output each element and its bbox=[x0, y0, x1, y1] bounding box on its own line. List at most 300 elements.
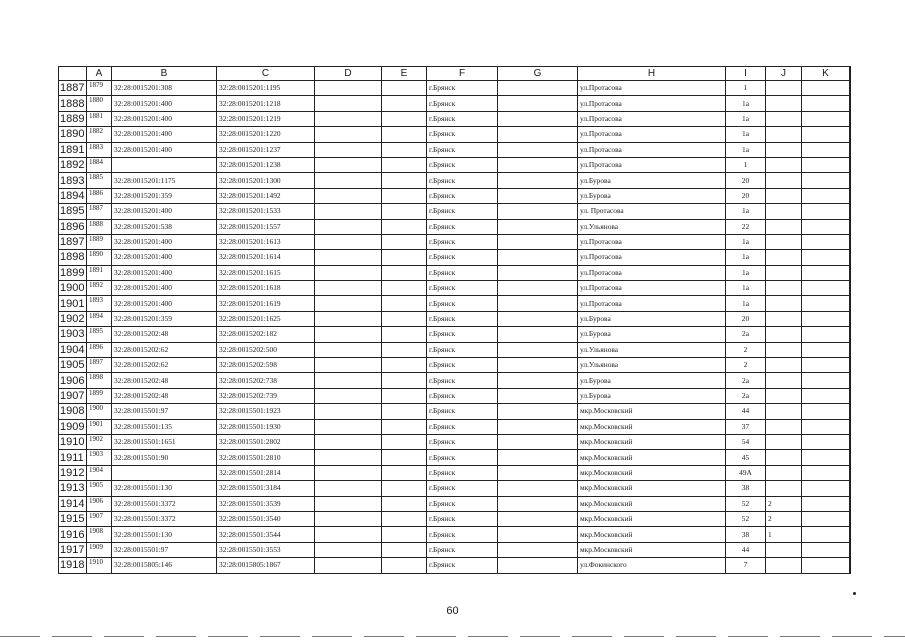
cell-d bbox=[315, 250, 382, 265]
table-row bbox=[59, 373, 851, 388]
cell-a: 1904 bbox=[87, 465, 112, 480]
cell-j bbox=[766, 250, 802, 265]
cell-d bbox=[315, 342, 382, 357]
table-row bbox=[59, 265, 851, 280]
cell-c: 32:28:0015201:1218 bbox=[217, 96, 315, 111]
cell-j bbox=[766, 542, 802, 557]
cell-f: г.Брянск bbox=[427, 234, 498, 249]
cell-d bbox=[315, 281, 382, 296]
cell-f: г.Брянск bbox=[427, 404, 498, 419]
cell-l bbox=[850, 388, 851, 403]
cell-i: 1а bbox=[726, 234, 766, 249]
cell-i: 1а bbox=[726, 204, 766, 219]
cell-a: 1901 bbox=[87, 419, 112, 434]
cell-h: мкр.Московский bbox=[578, 450, 726, 465]
cell-g bbox=[498, 204, 578, 219]
cell-i: 1а bbox=[726, 281, 766, 296]
cell-d bbox=[315, 219, 382, 234]
column-header-j: J bbox=[766, 67, 802, 81]
cell-f: г.Брянск bbox=[427, 342, 498, 357]
cell-a: 1884 bbox=[87, 157, 112, 172]
cell-b: 32:28:0015201:400 bbox=[112, 96, 217, 111]
cell-d bbox=[315, 358, 382, 373]
row-number: 1890 bbox=[59, 127, 87, 142]
cell-b: 32:28:0015805:146 bbox=[112, 558, 217, 573]
table-row bbox=[59, 450, 851, 465]
cell-e bbox=[382, 373, 427, 388]
cell-a: 1895 bbox=[87, 327, 112, 342]
cell-d bbox=[315, 311, 382, 326]
cell-d bbox=[315, 496, 382, 511]
cell-j bbox=[766, 127, 802, 142]
cell-f: г.Брянск bbox=[427, 419, 498, 434]
table-row bbox=[59, 558, 851, 573]
cell-a: 1886 bbox=[87, 188, 112, 203]
cell-e bbox=[382, 558, 427, 573]
table-row bbox=[59, 188, 851, 203]
cell-j bbox=[766, 204, 802, 219]
column-header-h: H bbox=[578, 67, 726, 81]
cell-c: 32:28:0015201:1237 bbox=[217, 142, 315, 157]
table-row bbox=[59, 419, 851, 434]
cell-c: 32:28:0015201:1300 bbox=[217, 173, 315, 188]
scan-edge-line bbox=[0, 636, 905, 637]
cell-b: 32:28:0015201:400 bbox=[112, 296, 217, 311]
column-header-a: A bbox=[87, 67, 112, 81]
cell-h: мкр.Московский bbox=[578, 511, 726, 526]
cell-c: 32:28:0015201:1615 bbox=[217, 265, 315, 280]
cell-j bbox=[766, 558, 802, 573]
cell-k bbox=[802, 527, 850, 542]
row-number: 1918 bbox=[59, 558, 87, 573]
cell-a: 1897 bbox=[87, 358, 112, 373]
cell-h: ул.Фокинского bbox=[578, 558, 726, 573]
cell-f: г.Брянск bbox=[427, 173, 498, 188]
cell-e bbox=[382, 358, 427, 373]
cell-a: 1890 bbox=[87, 250, 112, 265]
cell-b bbox=[112, 465, 217, 480]
cell-g bbox=[498, 388, 578, 403]
cell-j bbox=[766, 234, 802, 249]
cell-h: ул. Протасова bbox=[578, 204, 726, 219]
cell-c: 32:28:0015201:1219 bbox=[217, 111, 315, 126]
cell-a: 1907 bbox=[87, 511, 112, 526]
table-row bbox=[59, 542, 851, 557]
cell-f: г.Брянск bbox=[427, 358, 498, 373]
cell-f: г.Брянск bbox=[427, 465, 498, 480]
cell-a: 1882 bbox=[87, 127, 112, 142]
cell-b: 32:28:0015501:130 bbox=[112, 527, 217, 542]
row-number: 1900 bbox=[59, 281, 87, 296]
cell-a: 1892 bbox=[87, 281, 112, 296]
cell-i: 2а bbox=[726, 327, 766, 342]
cell-g bbox=[498, 111, 578, 126]
table-body bbox=[59, 81, 851, 574]
cell-e bbox=[382, 127, 427, 142]
cell-f: г.Брянск bbox=[427, 265, 498, 280]
cell-d bbox=[315, 511, 382, 526]
cell-g bbox=[498, 558, 578, 573]
cell-l bbox=[850, 157, 851, 172]
cell-l bbox=[850, 204, 851, 219]
cell-d bbox=[315, 81, 382, 96]
cell-c: 32:28:0015202:182 bbox=[217, 327, 315, 342]
corner-cell bbox=[59, 67, 87, 81]
cell-l bbox=[850, 542, 851, 557]
cell-g bbox=[498, 327, 578, 342]
cell-j: 2 bbox=[766, 496, 802, 511]
cell-i: 2а bbox=[726, 373, 766, 388]
cell-d bbox=[315, 157, 382, 172]
cell-k bbox=[802, 404, 850, 419]
cell-b: 32:28:0015201:538 bbox=[112, 219, 217, 234]
cell-i: 20 bbox=[726, 173, 766, 188]
cell-k bbox=[802, 327, 850, 342]
cell-h: мкр.Московский bbox=[578, 542, 726, 557]
cell-i: 37 bbox=[726, 419, 766, 434]
cell-f: г.Брянск bbox=[427, 296, 498, 311]
row-number: 1911 bbox=[59, 450, 87, 465]
cell-j bbox=[766, 358, 802, 373]
cell-a: 1893 bbox=[87, 296, 112, 311]
cell-k bbox=[802, 311, 850, 326]
cell-c: 32:28:0015805:1867 bbox=[217, 558, 315, 573]
cell-i: 1 bbox=[726, 81, 766, 96]
cell-c: 32:28:0015201:1614 bbox=[217, 250, 315, 265]
cell-b: 32:28:0015201:400 bbox=[112, 234, 217, 249]
cell-h: мкр.Московский bbox=[578, 481, 726, 496]
cell-a: 1887 bbox=[87, 204, 112, 219]
cell-c: 32:28:0015501:3539 bbox=[217, 496, 315, 511]
cell-l bbox=[850, 188, 851, 203]
cell-e bbox=[382, 327, 427, 342]
cell-h: ул.Бурова bbox=[578, 188, 726, 203]
cell-h: ул.Протасова bbox=[578, 157, 726, 172]
table-row bbox=[59, 511, 851, 526]
cell-i: 52 bbox=[726, 511, 766, 526]
cell-i: 2 bbox=[726, 358, 766, 373]
row-number: 1891 bbox=[59, 142, 87, 157]
cell-e bbox=[382, 173, 427, 188]
table-row bbox=[59, 96, 851, 111]
table-row bbox=[59, 434, 851, 449]
cell-e bbox=[382, 281, 427, 296]
cell-f: г.Брянск bbox=[427, 157, 498, 172]
cell-a: 1883 bbox=[87, 142, 112, 157]
cell-e bbox=[382, 204, 427, 219]
cell-k bbox=[802, 496, 850, 511]
cell-i: 52 bbox=[726, 496, 766, 511]
cell-h: ул.Протасова bbox=[578, 142, 726, 157]
row-number: 1892 bbox=[59, 157, 87, 172]
cell-d bbox=[315, 296, 382, 311]
cell-b: 32:28:0015202:48 bbox=[112, 327, 217, 342]
cell-k bbox=[802, 127, 850, 142]
column-header-d: D bbox=[315, 67, 382, 81]
cell-d bbox=[315, 142, 382, 157]
cell-i: 1а bbox=[726, 296, 766, 311]
spreadsheet-table bbox=[58, 66, 851, 574]
cell-d bbox=[315, 481, 382, 496]
column-header-row bbox=[59, 67, 851, 81]
cell-a: 1910 bbox=[87, 558, 112, 573]
cell-j bbox=[766, 434, 802, 449]
row-number: 1899 bbox=[59, 265, 87, 280]
cell-g bbox=[498, 358, 578, 373]
cell-d bbox=[315, 96, 382, 111]
cell-h: ул.Ульянова bbox=[578, 342, 726, 357]
cell-l bbox=[850, 234, 851, 249]
cell-k bbox=[802, 265, 850, 280]
cell-f: г.Брянск bbox=[427, 111, 498, 126]
cell-i: 20 bbox=[726, 311, 766, 326]
cell-e bbox=[382, 481, 427, 496]
cell-e bbox=[382, 404, 427, 419]
cell-l bbox=[850, 373, 851, 388]
cell-a: 1881 bbox=[87, 111, 112, 126]
cell-j bbox=[766, 157, 802, 172]
cell-i: 49А bbox=[726, 465, 766, 480]
cell-b: 32:28:0015501:130 bbox=[112, 481, 217, 496]
cell-h: ул.Протасова bbox=[578, 296, 726, 311]
cell-d bbox=[315, 434, 382, 449]
row-number: 1901 bbox=[59, 296, 87, 311]
cell-h: ул.Бурова bbox=[578, 327, 726, 342]
cell-l bbox=[850, 434, 851, 449]
cell-k bbox=[802, 511, 850, 526]
cell-h: ул.Протасова bbox=[578, 81, 726, 96]
cell-b: 32:28:0015202:62 bbox=[112, 358, 217, 373]
cell-h: ул.Протасова bbox=[578, 234, 726, 249]
cell-k bbox=[802, 96, 850, 111]
cell-i: 2 bbox=[726, 342, 766, 357]
cell-b: 32:28:0015201:400 bbox=[112, 250, 217, 265]
cell-l bbox=[850, 265, 851, 280]
cell-d bbox=[315, 404, 382, 419]
cell-c: 32:28:0015501:2814 bbox=[217, 465, 315, 480]
cell-h: ул.Ульянова bbox=[578, 219, 726, 234]
page-number: 60 bbox=[446, 605, 459, 617]
cell-h: ул.Протасова bbox=[578, 127, 726, 142]
cell-d bbox=[315, 327, 382, 342]
cell-l bbox=[850, 142, 851, 157]
cell-d bbox=[315, 188, 382, 203]
cell-g bbox=[498, 511, 578, 526]
column-header-i: I bbox=[726, 67, 766, 81]
cell-i: 20 bbox=[726, 188, 766, 203]
cell-a: 1905 bbox=[87, 481, 112, 496]
cell-h: ул.Протасова bbox=[578, 281, 726, 296]
cell-e bbox=[382, 81, 427, 96]
row-number: 1889 bbox=[59, 111, 87, 126]
cell-j bbox=[766, 388, 802, 403]
row-number: 1905 bbox=[59, 358, 87, 373]
cell-k bbox=[802, 358, 850, 373]
cell-e bbox=[382, 496, 427, 511]
cell-e bbox=[382, 388, 427, 403]
cell-k bbox=[802, 465, 850, 480]
cell-c: 32:28:0015201:1220 bbox=[217, 127, 315, 142]
cell-c: 32:28:0015201:1238 bbox=[217, 157, 315, 172]
cell-d bbox=[315, 204, 382, 219]
cell-l bbox=[850, 496, 851, 511]
cell-e bbox=[382, 527, 427, 542]
cell-k bbox=[802, 173, 850, 188]
row-number: 1898 bbox=[59, 250, 87, 265]
row-number: 1896 bbox=[59, 219, 87, 234]
table-row bbox=[59, 234, 851, 249]
cell-k bbox=[802, 388, 850, 403]
cell-b: 32:28:0015202:62 bbox=[112, 342, 217, 357]
cell-e bbox=[382, 450, 427, 465]
cell-e bbox=[382, 296, 427, 311]
table-row bbox=[59, 527, 851, 542]
cell-a: 1888 bbox=[87, 219, 112, 234]
cell-l bbox=[850, 96, 851, 111]
cell-k bbox=[802, 281, 850, 296]
cell-l bbox=[850, 465, 851, 480]
cell-j bbox=[766, 342, 802, 357]
cell-l bbox=[850, 511, 851, 526]
cell-e bbox=[382, 234, 427, 249]
cell-g bbox=[498, 127, 578, 142]
cell-k bbox=[802, 542, 850, 557]
cell-g bbox=[498, 188, 578, 203]
cell-d bbox=[315, 527, 382, 542]
cell-d bbox=[315, 234, 382, 249]
cell-e bbox=[382, 188, 427, 203]
cell-g bbox=[498, 281, 578, 296]
cell-a: 1906 bbox=[87, 496, 112, 511]
cell-b bbox=[112, 157, 217, 172]
cell-l bbox=[850, 450, 851, 465]
row-number: 1895 bbox=[59, 204, 87, 219]
cell-l bbox=[850, 173, 851, 188]
cell-g bbox=[498, 527, 578, 542]
cell-h: мкр.Московский bbox=[578, 527, 726, 542]
cell-c: 32:28:0015201:1492 bbox=[217, 188, 315, 203]
cell-l bbox=[850, 219, 851, 234]
cell-e bbox=[382, 219, 427, 234]
cell-k bbox=[802, 419, 850, 434]
cell-a: 1894 bbox=[87, 311, 112, 326]
cell-g bbox=[498, 373, 578, 388]
cell-d bbox=[315, 388, 382, 403]
cell-f: г.Брянск bbox=[427, 142, 498, 157]
cell-d bbox=[315, 542, 382, 557]
cell-g bbox=[498, 250, 578, 265]
cell-b: 32:28:0015201:400 bbox=[112, 142, 217, 157]
row-number: 1893 bbox=[59, 173, 87, 188]
cell-j bbox=[766, 188, 802, 203]
cell-f: г.Брянск bbox=[427, 188, 498, 203]
cell-i: 1а bbox=[726, 127, 766, 142]
cell-c: 32:28:0015501:1923 bbox=[217, 404, 315, 419]
cell-g bbox=[498, 81, 578, 96]
cell-a: 1880 bbox=[87, 96, 112, 111]
cell-b: 32:28:0015501:135 bbox=[112, 419, 217, 434]
cell-b: 32:28:0015201:359 bbox=[112, 188, 217, 203]
table-row bbox=[59, 327, 851, 342]
cell-d bbox=[315, 450, 382, 465]
cell-j bbox=[766, 173, 802, 188]
cell-g bbox=[498, 173, 578, 188]
cell-b: 32:28:0015501:3372 bbox=[112, 511, 217, 526]
cell-h: мкр.Московский bbox=[578, 465, 726, 480]
row-number: 1897 bbox=[59, 234, 87, 249]
cell-i: 22 bbox=[726, 219, 766, 234]
cell-g bbox=[498, 404, 578, 419]
cell-h: мкр.Московский bbox=[578, 496, 726, 511]
cell-a: 1908 bbox=[87, 527, 112, 542]
cell-e bbox=[382, 542, 427, 557]
cell-l bbox=[850, 481, 851, 496]
row-number: 1910 bbox=[59, 434, 87, 449]
cell-c: 32:28:0015201:1557 bbox=[217, 219, 315, 234]
cell-b: 32:28:0015202:48 bbox=[112, 373, 217, 388]
table-row bbox=[59, 127, 851, 142]
cell-f: г.Брянск bbox=[427, 542, 498, 557]
cell-a: 1879 bbox=[87, 81, 112, 96]
cell-h: ул.Бурова bbox=[578, 373, 726, 388]
cell-f: г.Брянск bbox=[427, 127, 498, 142]
cell-c: 32:28:0015201:1533 bbox=[217, 204, 315, 219]
ink-dot bbox=[853, 592, 856, 595]
cell-a: 1903 bbox=[87, 450, 112, 465]
cell-g bbox=[498, 296, 578, 311]
table-row bbox=[59, 404, 851, 419]
cell-g bbox=[498, 219, 578, 234]
cell-h: мкр.Московский bbox=[578, 434, 726, 449]
cell-i: 1а bbox=[726, 111, 766, 126]
cell-g bbox=[498, 96, 578, 111]
table-row bbox=[59, 342, 851, 357]
cell-i: 44 bbox=[726, 404, 766, 419]
cell-f: г.Брянск bbox=[427, 327, 498, 342]
cell-l bbox=[850, 358, 851, 373]
cell-h: мкр.Московский bbox=[578, 404, 726, 419]
cell-e bbox=[382, 250, 427, 265]
table-row bbox=[59, 311, 851, 326]
cell-e bbox=[382, 342, 427, 357]
cell-f: г.Брянск bbox=[427, 558, 498, 573]
cell-h: ул.Бурова bbox=[578, 311, 726, 326]
cell-f: г.Брянск bbox=[427, 311, 498, 326]
cell-b: 32:28:0015201:400 bbox=[112, 111, 217, 126]
cell-i: 54 bbox=[726, 434, 766, 449]
cell-g bbox=[498, 465, 578, 480]
cell-h: ул.Ульянова bbox=[578, 358, 726, 373]
cell-i: 1а bbox=[726, 96, 766, 111]
cell-k bbox=[802, 296, 850, 311]
cell-g bbox=[498, 265, 578, 280]
cell-d bbox=[315, 419, 382, 434]
row-number: 1914 bbox=[59, 496, 87, 511]
cell-c: 32:28:0015501:3544 bbox=[217, 527, 315, 542]
row-number: 1903 bbox=[59, 327, 87, 342]
cell-l bbox=[850, 281, 851, 296]
cell-k bbox=[802, 558, 850, 573]
cell-b: 32:28:0015201:1175 bbox=[112, 173, 217, 188]
cell-g bbox=[498, 157, 578, 172]
cell-a: 1896 bbox=[87, 342, 112, 357]
cell-l bbox=[850, 81, 851, 96]
cell-e bbox=[382, 465, 427, 480]
cell-b: 32:28:0015202:48 bbox=[112, 388, 217, 403]
cell-b: 32:28:0015501:97 bbox=[112, 404, 217, 419]
cell-d bbox=[315, 265, 382, 280]
cell-i: 7 bbox=[726, 558, 766, 573]
